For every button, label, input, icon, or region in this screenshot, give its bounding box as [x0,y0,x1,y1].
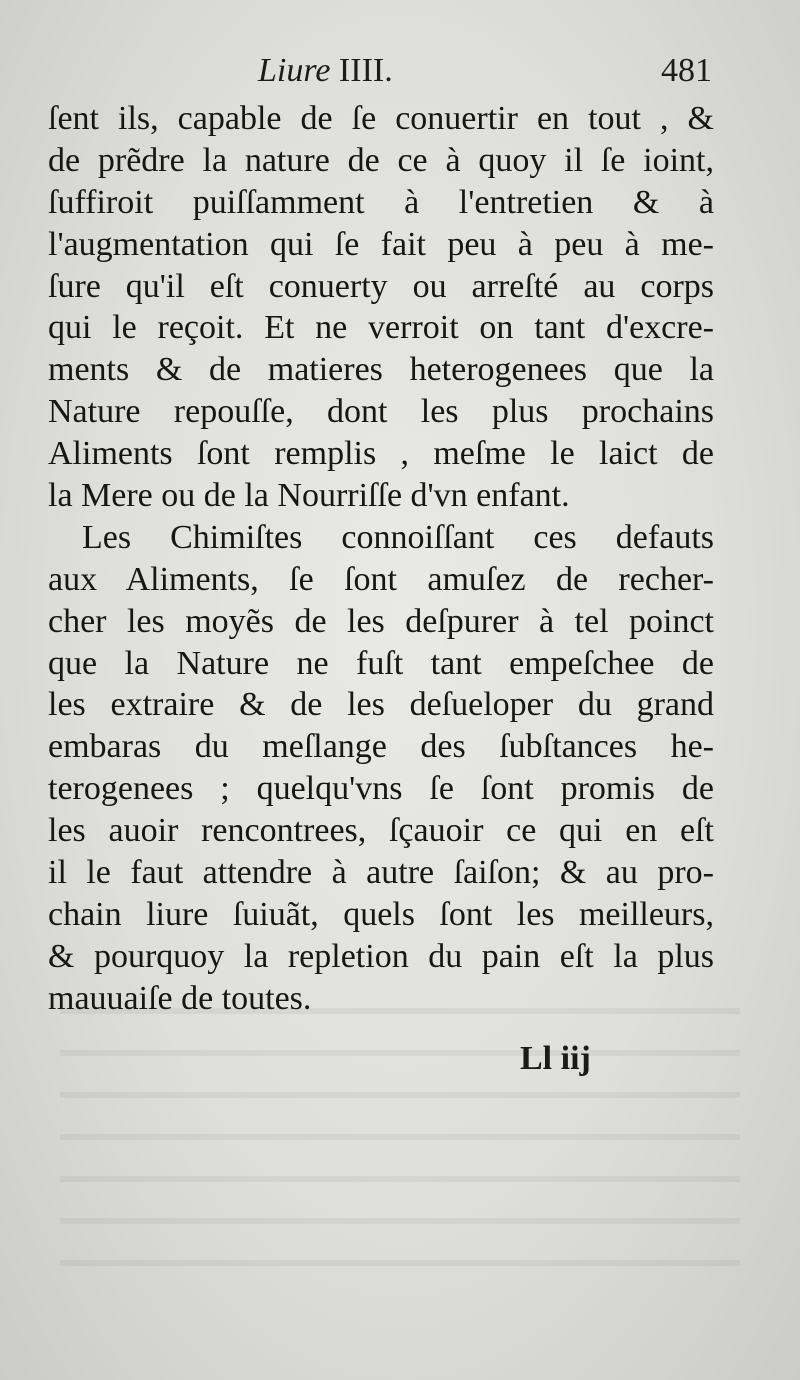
show-through-texture [60,990,740,1290]
text-line: ments & de matieres heterogenees que la [48,351,714,389]
text-line: ſent ils, capable de ſe conuertir en tout , & [48,100,714,137]
running-title [258,52,393,90]
text-line: mauuaiſe de toutes. [48,979,312,1017]
text-line: Aliments ſont remplis , meſme le laict de [48,435,714,473]
text-line: terogenees ; quelqu'vns ſe ſont promis de [48,770,714,808]
text-line: cher les moyẽs de les deſpurer à tel poinct [48,602,714,640]
text-line: & pourquoy la repletion du pain eſt la plus [48,937,714,975]
running-title-italic: Liure [258,52,331,89]
text-line: les extraire & de les deſueloper du grand [48,686,714,724]
text-line: aux Aliments, ſe ſont amuſez de recher- [48,560,714,598]
text-line: il le faut attendre à autre ſaiſon; & au pro- [48,854,714,892]
signature-mark: Ll iij [520,1040,591,1077]
body-text [48,98,714,1020]
text-line: les auoir rencontrees, ſçauoir ce qui en eſt [48,812,714,850]
running-title-roman: IIII. [330,52,393,89]
text-line: embaras du meſlange des ſubſtances he- [48,728,714,766]
paragraph-first-line: Les Chimiſtes connoiſſant ces defauts [82,518,714,556]
page-number: 481 [661,52,712,89]
text-line: que la Nature ne fuſt tant empeſchee de [48,644,714,682]
text-line: la Mere ou de la Nourriſſe d'vn enfant. [48,477,570,515]
page-header [48,52,712,92]
text-line: qui le reçoit. Et ne verroit on tant d'excre- [48,309,714,347]
text-line: ſuffiroit puiſſamment à l'entretien & à [48,183,714,221]
text-line: chain liure ſuiuãt, quels ſont les meilleurs, [48,895,714,933]
text-line: Nature repouſſe, dont les plus prochains [48,393,714,431]
text-line: de prẽdre la nature de ce à quoy il ſe ioint, [48,141,714,179]
text-line: l'augmentation qui ſe fait peu à peu à me- [48,225,714,263]
text-line: ſure qu'il eſt conuerty ou arreſté au corps [48,267,714,305]
